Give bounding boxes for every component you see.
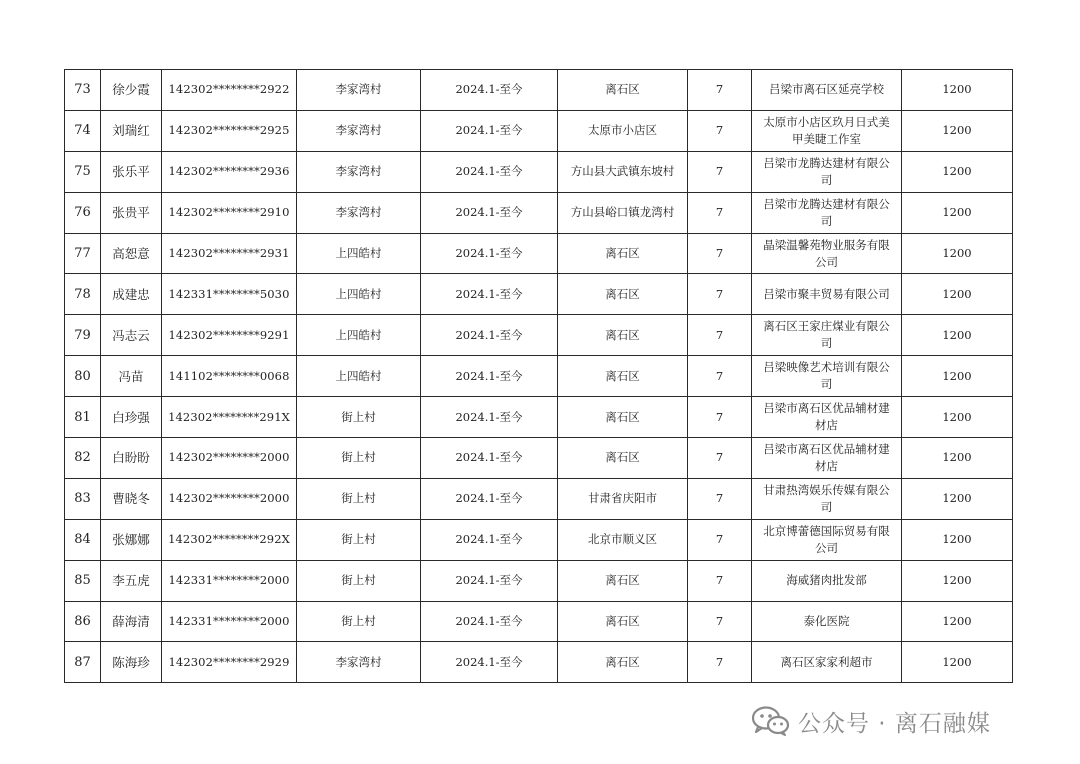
name-cell: 冯苗 — [101, 356, 162, 397]
table-row — [65, 397, 1013, 438]
village-cell: 李家湾村 — [297, 192, 421, 233]
id-number-cell: 142331********2000 — [162, 560, 297, 601]
id-number-cell: 142302********2000 — [162, 438, 297, 479]
period-cell: 2024.1-至今 — [421, 642, 558, 683]
work-location-cell: 离石区 — [558, 70, 688, 111]
id-number-cell: 141102********0068 — [162, 356, 297, 397]
name-cell: 冯志云 — [101, 315, 162, 356]
village-cell: 街上村 — [297, 601, 421, 642]
table-row — [65, 315, 1013, 356]
amount-cell: 1200 — [902, 438, 1013, 479]
months-cell: 7 — [688, 642, 752, 683]
months-cell: 7 — [688, 315, 752, 356]
id-number-cell: 142331********2000 — [162, 601, 297, 642]
village-cell: 李家湾村 — [297, 70, 421, 111]
village-cell: 李家湾村 — [297, 642, 421, 683]
name-cell: 白盼盼 — [101, 438, 162, 479]
employer-cell: 吕梁映像艺术培训有限公司 — [752, 356, 902, 397]
row-number-cell: 78 — [65, 274, 101, 315]
months-cell: 7 — [688, 560, 752, 601]
period-cell: 2024.1-至今 — [421, 356, 558, 397]
work-location-cell: 离石区 — [558, 601, 688, 642]
row-number-cell: 76 — [65, 192, 101, 233]
period-cell: 2024.1-至今 — [421, 151, 558, 192]
amount-cell: 1200 — [902, 478, 1013, 519]
table-row — [65, 110, 1013, 151]
row-number-cell: 84 — [65, 519, 101, 560]
months-cell: 7 — [688, 438, 752, 479]
id-number-cell: 142331********5030 — [162, 274, 297, 315]
table-row — [65, 274, 1013, 315]
row-number-cell: 82 — [65, 438, 101, 479]
name-cell: 白珍强 — [101, 397, 162, 438]
village-cell: 上四皓村 — [297, 356, 421, 397]
row-number-cell: 83 — [65, 478, 101, 519]
amount-cell: 1200 — [902, 356, 1013, 397]
table-row — [65, 356, 1013, 397]
period-cell: 2024.1-至今 — [421, 601, 558, 642]
amount-cell: 1200 — [902, 70, 1013, 111]
row-number-cell: 73 — [65, 70, 101, 111]
name-cell: 徐少霞 — [101, 70, 162, 111]
name-cell: 张贵平 — [101, 192, 162, 233]
name-cell: 成建忠 — [101, 274, 162, 315]
amount-cell: 1200 — [902, 151, 1013, 192]
work-location-cell: 离石区 — [558, 315, 688, 356]
table-row — [65, 478, 1013, 519]
months-cell: 7 — [688, 397, 752, 438]
table-row — [65, 70, 1013, 111]
months-cell: 7 — [688, 478, 752, 519]
period-cell: 2024.1-至今 — [421, 438, 558, 479]
period-cell: 2024.1-至今 — [421, 560, 558, 601]
village-cell: 上四皓村 — [297, 315, 421, 356]
row-number-cell: 79 — [65, 315, 101, 356]
name-cell: 高恕意 — [101, 233, 162, 274]
work-location-cell: 离石区 — [558, 642, 688, 683]
row-number-cell: 77 — [65, 233, 101, 274]
village-cell: 李家湾村 — [297, 110, 421, 151]
id-number-cell: 142302********2929 — [162, 642, 297, 683]
village-cell: 街上村 — [297, 478, 421, 519]
row-number-cell: 74 — [65, 110, 101, 151]
name-cell: 李五虎 — [101, 560, 162, 601]
name-cell: 张娜娜 — [101, 519, 162, 560]
watermark-text: 公众号 · 离石融媒 — [798, 710, 991, 737]
row-number-cell: 87 — [65, 642, 101, 683]
table-row — [65, 560, 1013, 601]
row-number-cell: 75 — [65, 151, 101, 192]
employer-cell: 吕梁市龙腾达建材有限公司 — [752, 151, 902, 192]
months-cell: 7 — [688, 233, 752, 274]
work-location-cell: 方山县大武镇东坡村 — [558, 151, 688, 192]
village-cell: 上四皓村 — [297, 274, 421, 315]
period-cell: 2024.1-至今 — [421, 274, 558, 315]
village-cell: 街上村 — [297, 560, 421, 601]
employer-cell: 甘肃热湾娱乐传媒有限公司 — [752, 478, 902, 519]
period-cell: 2024.1-至今 — [421, 519, 558, 560]
table-row — [65, 192, 1013, 233]
id-number-cell: 142302********2922 — [162, 70, 297, 111]
work-location-cell: 离石区 — [558, 356, 688, 397]
work-location-cell: 甘肃省庆阳市 — [558, 478, 688, 519]
table-row — [65, 642, 1013, 683]
amount-cell: 1200 — [902, 560, 1013, 601]
amount-cell: 1200 — [902, 315, 1013, 356]
period-cell: 2024.1-至今 — [421, 110, 558, 151]
employer-cell: 海威猪肉批发部 — [752, 560, 902, 601]
period-cell: 2024.1-至今 — [421, 192, 558, 233]
wechat-icon — [752, 706, 790, 736]
roster-body — [65, 70, 1013, 683]
village-cell: 街上村 — [297, 397, 421, 438]
work-location-cell: 离石区 — [558, 233, 688, 274]
village-cell: 李家湾村 — [297, 151, 421, 192]
months-cell: 7 — [688, 70, 752, 111]
employer-cell: 吕梁市离石区延亮学校 — [752, 70, 902, 111]
row-number-cell: 80 — [65, 356, 101, 397]
months-cell: 7 — [688, 356, 752, 397]
employer-cell: 离石区王家庄煤业有限公司 — [752, 315, 902, 356]
months-cell: 7 — [688, 274, 752, 315]
period-cell: 2024.1-至今 — [421, 70, 558, 111]
months-cell: 7 — [688, 110, 752, 151]
employer-cell: 吕梁市龙腾达建材有限公司 — [752, 192, 902, 233]
employer-cell: 吕梁市离石区优品辅材建材店 — [752, 397, 902, 438]
table-row — [65, 601, 1013, 642]
amount-cell: 1200 — [902, 397, 1013, 438]
id-number-cell: 142302********2000 — [162, 478, 297, 519]
village-cell: 街上村 — [297, 519, 421, 560]
table-row — [65, 519, 1013, 560]
amount-cell: 1200 — [902, 192, 1013, 233]
amount-cell: 1200 — [902, 233, 1013, 274]
village-cell: 街上村 — [297, 438, 421, 479]
id-number-cell: 142302********2931 — [162, 233, 297, 274]
name-cell: 曹晓冬 — [101, 478, 162, 519]
period-cell: 2024.1-至今 — [421, 315, 558, 356]
amount-cell: 1200 — [902, 519, 1013, 560]
employer-cell: 吕梁市离石区优品辅材建材店 — [752, 438, 902, 479]
table-row — [65, 438, 1013, 479]
employer-cell: 太原市小店区玖月日式美甲美睫工作室 — [752, 110, 902, 151]
employer-cell: 吕梁市聚丰贸易有限公司 — [752, 274, 902, 315]
months-cell: 7 — [688, 192, 752, 233]
table-row — [65, 151, 1013, 192]
id-number-cell: 142302********2910 — [162, 192, 297, 233]
name-cell: 张乐平 — [101, 151, 162, 192]
employer-cell: 北京博蕾德国际贸易有限公司 — [752, 519, 902, 560]
work-location-cell: 离石区 — [558, 560, 688, 601]
roster-table — [64, 69, 1013, 683]
work-location-cell: 离石区 — [558, 397, 688, 438]
employer-cell: 泰化医院 — [752, 601, 902, 642]
row-number-cell: 81 — [65, 397, 101, 438]
id-number-cell: 142302********292X — [162, 519, 297, 560]
work-location-cell: 方山县峪口镇龙湾村 — [558, 192, 688, 233]
months-cell: 7 — [688, 601, 752, 642]
id-number-cell: 142302********2925 — [162, 110, 297, 151]
watermark — [752, 701, 991, 741]
amount-cell: 1200 — [902, 110, 1013, 151]
amount-cell: 1200 — [902, 274, 1013, 315]
work-location-cell: 太原市小店区 — [558, 110, 688, 151]
id-number-cell: 142302********9291 — [162, 315, 297, 356]
period-cell: 2024.1-至今 — [421, 478, 558, 519]
amount-cell: 1200 — [902, 601, 1013, 642]
work-location-cell: 离石区 — [558, 438, 688, 479]
id-number-cell: 142302********2936 — [162, 151, 297, 192]
period-cell: 2024.1-至今 — [421, 233, 558, 274]
name-cell: 薛海清 — [101, 601, 162, 642]
period-cell: 2024.1-至今 — [421, 397, 558, 438]
village-cell: 上四皓村 — [297, 233, 421, 274]
id-number-cell: 142302********291X — [162, 397, 297, 438]
employer-cell: 离石区家家利超市 — [752, 642, 902, 683]
months-cell: 7 — [688, 519, 752, 560]
row-number-cell: 86 — [65, 601, 101, 642]
name-cell: 刘瑞红 — [101, 110, 162, 151]
months-cell: 7 — [688, 151, 752, 192]
name-cell: 陈海珍 — [101, 642, 162, 683]
employer-cell: 晶梁温馨苑物业服务有限公司 — [752, 233, 902, 274]
amount-cell: 1200 — [902, 642, 1013, 683]
work-location-cell: 北京市顺义区 — [558, 519, 688, 560]
row-number-cell: 85 — [65, 560, 101, 601]
table-row — [65, 233, 1013, 274]
work-location-cell: 离石区 — [558, 274, 688, 315]
